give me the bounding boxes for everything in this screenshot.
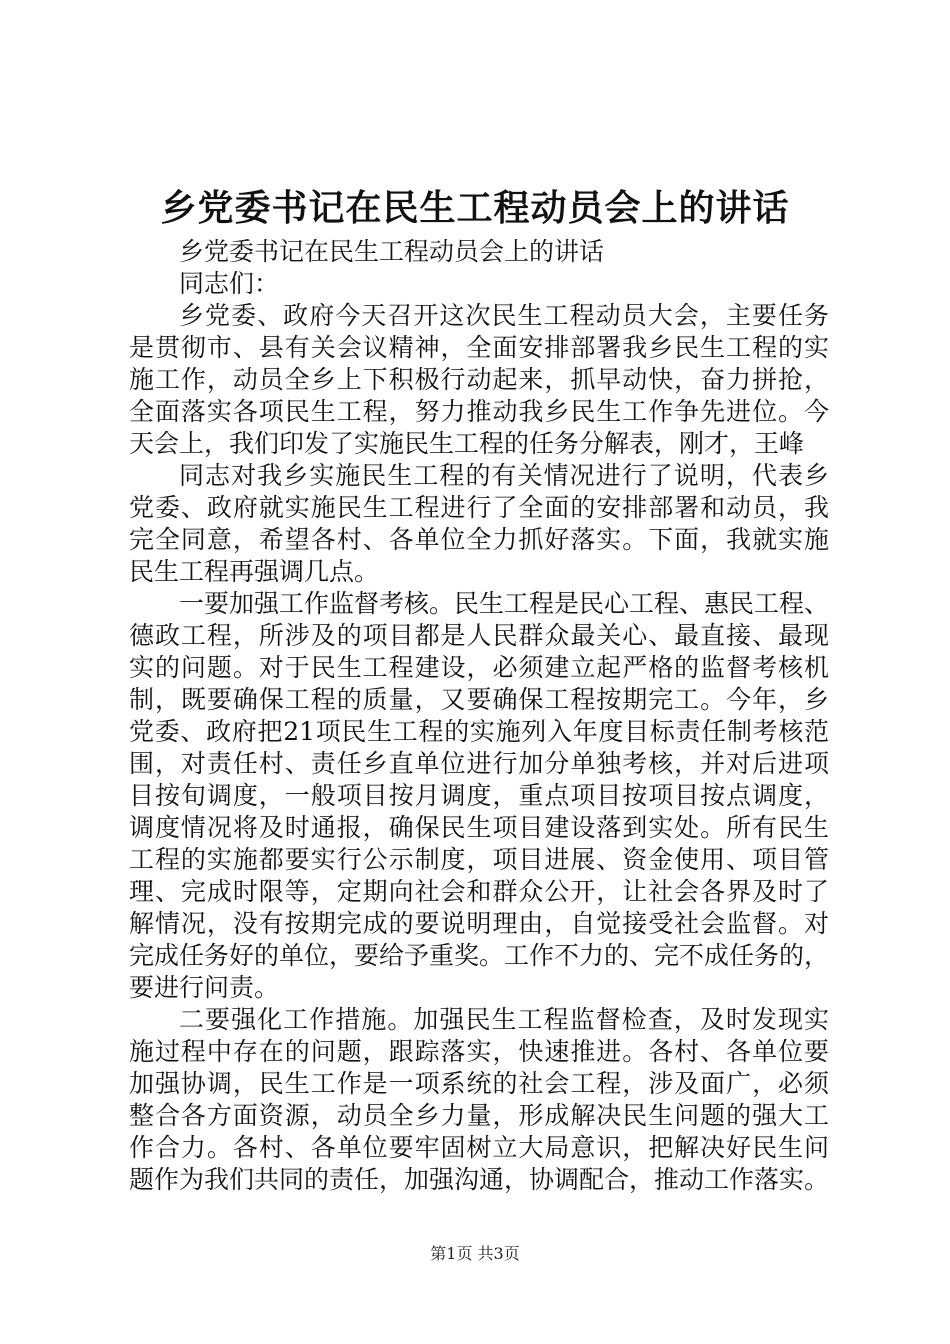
text-line: 同志对我乡实施民生工程的有关情况进行了说明，代表乡	[179, 461, 829, 490]
text-line: 完成任务好的单位，要给予重奖。工作不力的、完不成任务的，	[129, 941, 830, 970]
document-title: 乡党委书记在民生工程动员会上的讲话	[160, 187, 790, 229]
page-footer: 第1页 共3页	[430, 1244, 520, 1263]
text-line: 党委、政府把21项民生工程的实施列入年度目标责任制考核范	[129, 717, 829, 746]
text-line: 党委、政府就实施民生工程进行了全面的安排部署和动员，我	[129, 493, 829, 522]
text-line: 理、完成时限等，定期向社会和群众公开，让社会各界及时了	[129, 877, 829, 906]
text-line: 是贯彻市、县有关会议精神，全面安排部署我乡民生工程的实	[129, 333, 829, 362]
text-line: 同志们：	[179, 269, 280, 298]
text-line: 二要强化工作措施。加强民生工程监督检查，及时发现实	[179, 1005, 829, 1034]
text-line: 制，既要确保工程的质量，又要确保工程按期完工。今年，乡	[129, 685, 829, 714]
document-body	[129, 236, 829, 1196]
text-line: 施工作，动员全乡上下积极行动起来，抓早动快，奋力拼抢，	[129, 365, 829, 394]
text-line: 德政工程，所涉及的项目都是人民群众最关心、最直接、最现	[129, 621, 829, 650]
text-line: 解情况，没有按期完成的要说明理由，自觉接受社会监督。对	[129, 909, 829, 938]
text-line: 工程的实施都要实行公示制度，项目进展、资金使用、项目管	[129, 845, 829, 874]
text-line: 乡党委书记在民生工程动员会上的讲话	[179, 237, 605, 266]
text-line: 施过程中存在的问题，跟踪落实，快速推进。各村、各单位要	[129, 1037, 829, 1066]
text-line: 整合各方面资源，动员全乡力量，形成解决民生问题的强大工	[129, 1101, 829, 1130]
text-line: 题作为我们共同的责任，加强沟通，协调配合，推动工作落实。	[129, 1165, 830, 1194]
text-line: 一要加强工作监督考核。民生工程是民心工程、惠民工程、	[179, 589, 830, 618]
text-line: 围，对责任村、责任乡直单位进行加分单独考核，并对后进项	[129, 749, 829, 778]
text-line: 调度情况将及时通报，确保民生项目建设落到实处。所有民生	[129, 813, 829, 842]
text-line: 民生工程再强调几点。	[129, 557, 380, 586]
text-line: 天会上，我们印发了实施民生工程的任务分解表，刚才，王峰	[129, 429, 805, 458]
text-line: 作合力。各村、各单位要牢固树立大局意识，把解决好民生问	[129, 1133, 829, 1162]
text-line: 实的问题。对于民生工程建设，必须建立起严格的监督考核机	[129, 653, 829, 682]
text-line: 完全同意，希望各村、各单位全力抓好落实。下面，我就实施	[129, 525, 829, 554]
text-line: 乡党委、政府今天召开这次民生工程动员大会，主要任务	[179, 301, 829, 330]
text-line: 加强协调，民生工作是一项系统的社会工程，涉及面广，必须	[129, 1069, 829, 1098]
text-line: 全面落实各项民生工程，努力推动我乡民生工作争先进位。今	[129, 397, 829, 426]
text-line: 目按旬调度，一般项目按月调度，重点项目按项目按点调度，	[129, 781, 829, 810]
text-line: 要进行问责。	[129, 973, 280, 1002]
